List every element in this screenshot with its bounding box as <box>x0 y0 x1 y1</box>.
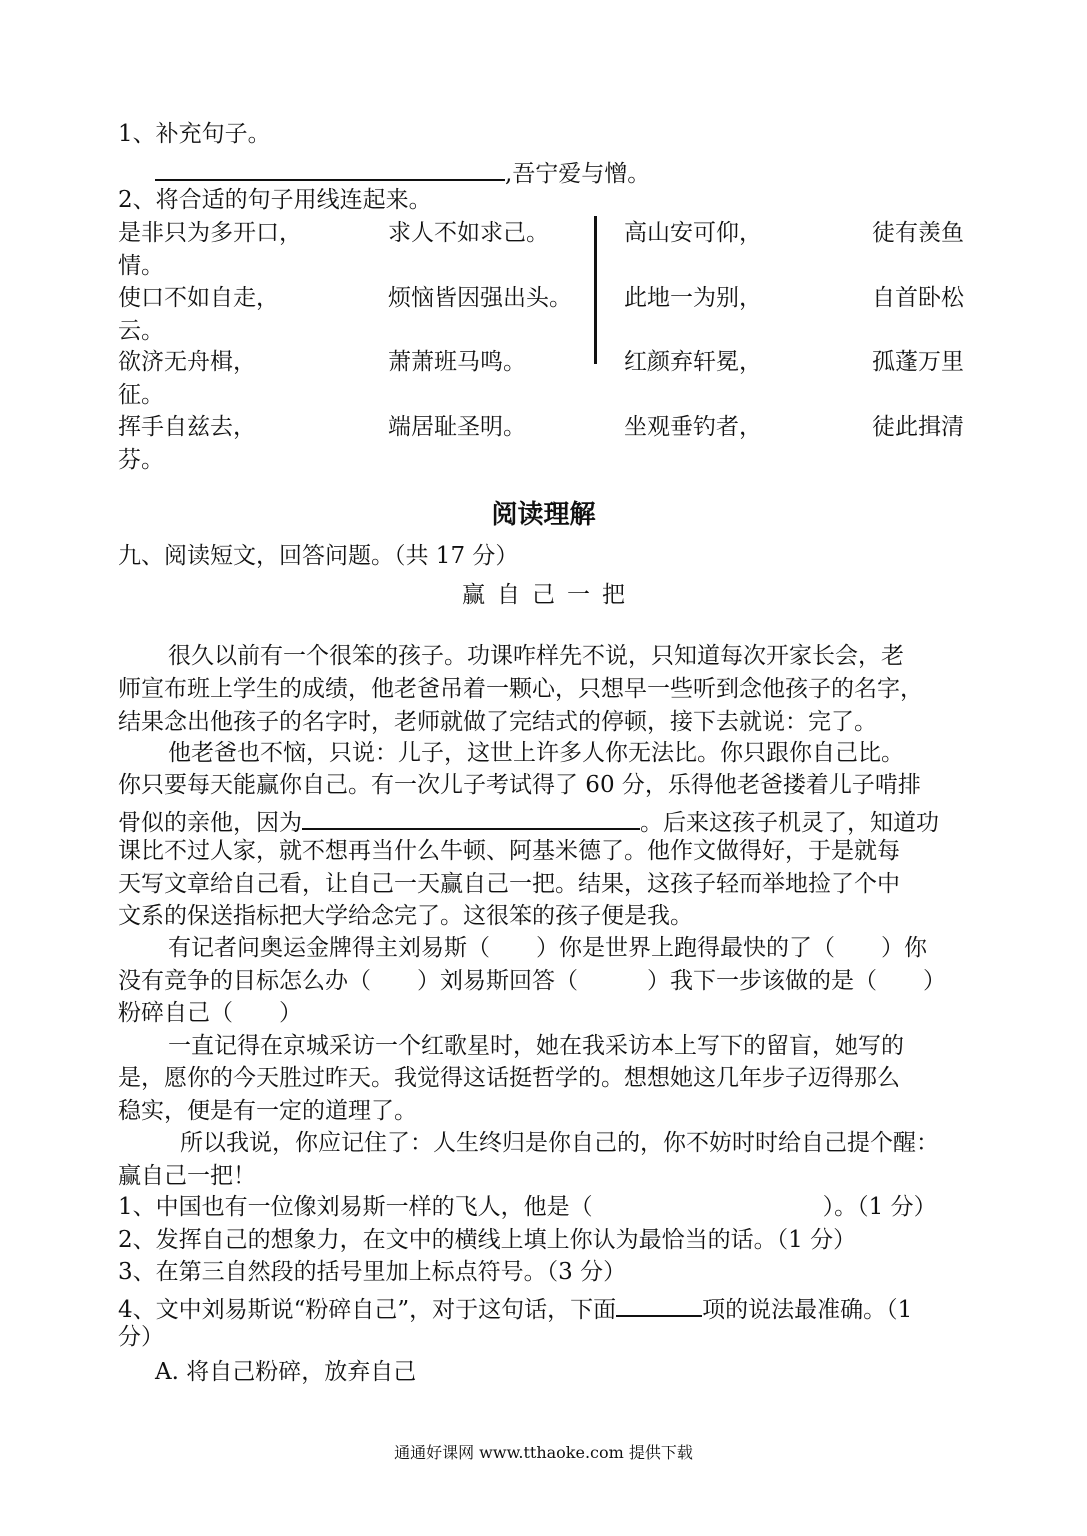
q4-answer-blank[interactable] <box>616 1289 702 1317</box>
p2-line-5: 文系的保送指标把大学给念完了。这很笨的孩子便是我。 <box>118 903 693 929</box>
reading-q2: 2、发挥自己的想象力，在文中的横线上填上你认为最恰当的话。（1 分） <box>118 1227 857 1253</box>
match-left-a-1: 使口不如自走， <box>118 285 279 311</box>
match-right-b-1: 自首卧松 <box>872 285 964 311</box>
q1-fill-blank[interactable] <box>155 153 505 181</box>
p2-line-1: 你只要每天能赢你自己。有一次儿子考试得了 60 分，乐得他老爸搂着儿子啃排 <box>118 772 921 798</box>
reading-q1: 1、中国也有一位像刘易斯一样的飞人，他是（ ）。（1 分） <box>118 1194 937 1220</box>
p2-line-3: 课比不过人家，就不想再当什么牛顿、阿基米德了。他作文做得好，于是就每 <box>118 838 900 864</box>
match-wrap-2: 征。 <box>118 382 164 408</box>
match-left-a-0: 是非只为多开口， <box>118 220 302 246</box>
match-left-a-2: 欲济无舟楫， <box>118 349 256 375</box>
p3-line-0: 有记者问奥运金牌得主刘易斯（ ）你是世界上跑得最快的了（ ）你 <box>168 935 927 961</box>
match-left-b-1: 烦恼皆因强出头。 <box>388 285 572 311</box>
match-wrap-3: 芬。 <box>118 447 164 473</box>
p2-line-4: 天写文章给自己看，让自己一天赢自己一把。结果，这孩子轻而举地捡了个中 <box>118 871 900 897</box>
p4-line-2: 稳实，便是有一定的道理了。 <box>118 1098 417 1124</box>
reading-question: 九、阅读短文，回答问题。（共 17 分） <box>118 543 519 569</box>
match-right-b-2: 孤蓬万里 <box>872 349 964 375</box>
p1-line-0: 很久以前有一个很笨的孩子。功课咋样先不说，只知道每次开家长会，老 <box>168 643 904 669</box>
p4-line-1: 是，愿你的今天胜过昨天。我觉得这话挺哲学的。想想她这几年步子迈得那么 <box>118 1065 900 1091</box>
match-right-a-1: 此地一为别， <box>624 285 762 311</box>
article-title: 赢自己一把 <box>462 582 637 608</box>
match-left-b-3: 端居耻圣明。 <box>388 414 526 440</box>
p3-line-2: 粉碎自己（ ） <box>118 1000 302 1026</box>
p2-line-2-end: 。后来这孩子机灵了，知道功 <box>640 810 939 836</box>
reading-q4 <box>118 1289 912 1326</box>
p5-line-0: 所以我说，你应记住了：人生终归是你自己的，你不妨时时给自己提个醒： <box>180 1130 939 1156</box>
match-right-a-0: 高山安可仰， <box>624 220 762 246</box>
match-right-a-2: 红颜弃轩冕， <box>624 349 762 375</box>
p3-line-1: 没有竞争的目标怎么办（ ）刘易斯回答（ ）我下一步该做的是（ ） <box>118 968 946 994</box>
p4-line-0: 一直记得在京城采访一个红歌星时，她在我采访本上写下的留盲，她写的 <box>168 1033 904 1059</box>
p2-line-2-start: 骨似的亲他，因为 <box>118 810 302 836</box>
match-wrap-1: 云。 <box>118 318 164 344</box>
reading-q4-start: 4、文中刘易斯说“粉碎自己”，对于这句话，下面 <box>118 1297 617 1323</box>
reading-q4-end: 项的说法最准确。（1 <box>702 1297 913 1323</box>
reading-q4-wrap: 分） <box>118 1324 164 1350</box>
match-right-b-3: 徒此揖清 <box>872 414 964 440</box>
column-divider <box>594 216 597 364</box>
article-fill-blank[interactable] <box>302 802 640 830</box>
p1-line-1: 师宣布班上学生的成绩，他老爸吊着一颗心，只想早一些听到念他孩子的名字， <box>118 676 923 702</box>
match-right-a-3: 坐观垂钓者， <box>624 414 762 440</box>
q1-tail: ,吾宁爱与憎。 <box>505 161 651 187</box>
match-right-b-0: 徒有羡鱼 <box>872 220 964 246</box>
match-left-b-2: 萧萧班马鸣。 <box>388 349 526 375</box>
reading-q3: 3、在第三自然段的括号里加上标点符号。（3 分） <box>118 1259 627 1285</box>
p2-line-0: 他老爸也不恼，只说：儿子，这世上许多人你无法比。你只跟你自己比。 <box>168 740 904 766</box>
q2-label: 2、将合适的句子用线连起来。 <box>118 187 432 213</box>
p2-line-2 <box>118 802 939 839</box>
section-heading: 阅读理解 <box>491 500 596 530</box>
option-a: A. 将自己粉碎，放弃自己 <box>155 1359 417 1385</box>
p5-line-1: 赢自己一把！ <box>118 1163 256 1189</box>
match-left-a-3: 挥手自兹去， <box>118 414 256 440</box>
p1-line-2: 结果念出他孩子的名字时，老师就做了完结式的停顿，接下去就说：完了。 <box>118 709 877 735</box>
match-wrap-0: 情。 <box>118 253 164 279</box>
match-left-b-0: 求人不如求己。 <box>388 220 549 246</box>
q1-label: 1、补充句子。 <box>118 121 271 147</box>
footer-credit: 通通好课网 www.tthaoke.com 提供下载 <box>394 1443 693 1462</box>
